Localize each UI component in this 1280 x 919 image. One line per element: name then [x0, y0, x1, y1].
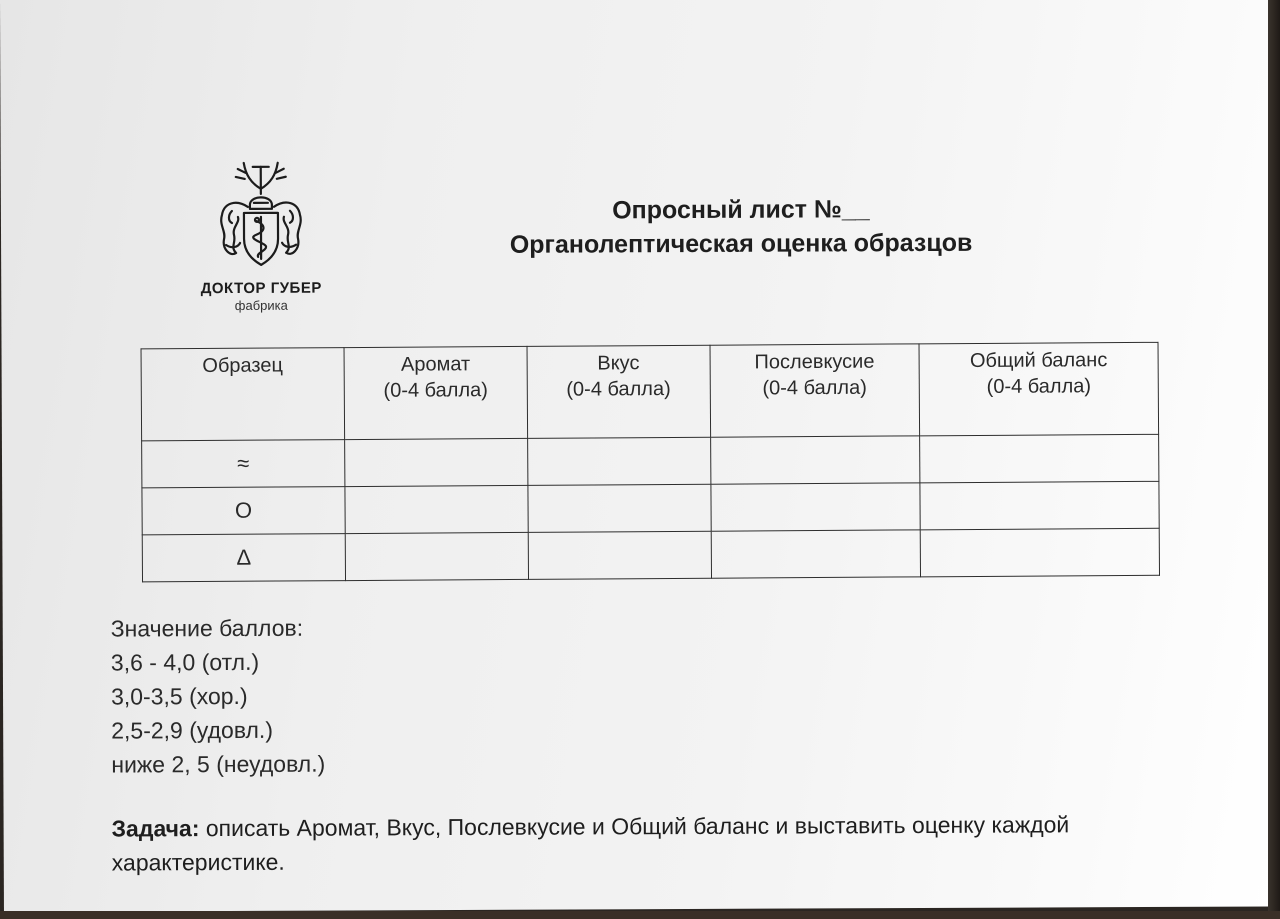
score-cell-aroma[interactable] [345, 532, 528, 580]
score-legend-item: 3,6 - 4,0 (отл.) [110, 648, 260, 676]
score-cell-balance[interactable] [920, 434, 1159, 483]
sample-symbol: ∆ [142, 534, 345, 582]
score-cell-taste[interactable] [528, 531, 711, 579]
score-legend-item: 2,5-2,9 (удовл.) [111, 716, 274, 744]
score-cell-aftertaste[interactable] [711, 483, 921, 531]
score-cell-aftertaste[interactable] [710, 436, 920, 484]
sample-symbol: ≈ [142, 440, 345, 488]
score-legend-item: ниже 2, 5 (неудовл.) [111, 750, 326, 778]
page-title [441, 191, 1041, 262]
evaluation-table [141, 342, 1160, 583]
background-edge-right [1268, 0, 1280, 919]
column-header-taste: Вкус (0-4 балла) [527, 345, 710, 438]
table-header-row [141, 342, 1159, 441]
column-header-balance: Общий баланс (0-4 балла) [919, 342, 1159, 436]
logo-name: ДОКТОР ГУБЕР [200, 279, 322, 298]
score-legend [111, 611, 326, 782]
score-cell-aroma[interactable] [345, 438, 528, 486]
table-row [142, 528, 1159, 582]
column-header-sample: Образец [141, 348, 345, 441]
title-line-2: Органолептическая оценка образцов [509, 228, 973, 259]
score-cell-balance[interactable] [920, 528, 1159, 577]
table-row [142, 481, 1159, 535]
background-edge-bottom [0, 911, 1280, 919]
title-line-1: Опросный лист №__ [612, 195, 870, 225]
score-cell-aftertaste[interactable] [711, 530, 921, 578]
score-cell-balance[interactable] [920, 481, 1159, 530]
score-cell-taste[interactable] [528, 484, 711, 532]
column-header-aftertaste: Послевкусие (0-4 балла) [710, 344, 920, 437]
table-row [142, 434, 1159, 488]
score-cell-taste[interactable] [527, 437, 710, 485]
score-legend-item: 3,0-3,5 (хор.) [110, 682, 248, 710]
task-text: описать Аромат, Вкус, Послевкусие и Общий баланс и выставить оценку каждой характеристике. [111, 811, 1070, 876]
score-legend-heading: Значение баллов: [110, 614, 304, 642]
crest-icon [206, 159, 317, 274]
logo [181, 159, 342, 314]
sample-symbol: O [142, 487, 345, 535]
score-cell-aroma[interactable] [345, 485, 528, 533]
column-header-aroma: Аромат (0-4 балла) [344, 346, 527, 439]
logo-subtitle: фабрика [234, 297, 288, 313]
task-description [112, 807, 1172, 880]
task-label: Задача: [111, 815, 200, 842]
